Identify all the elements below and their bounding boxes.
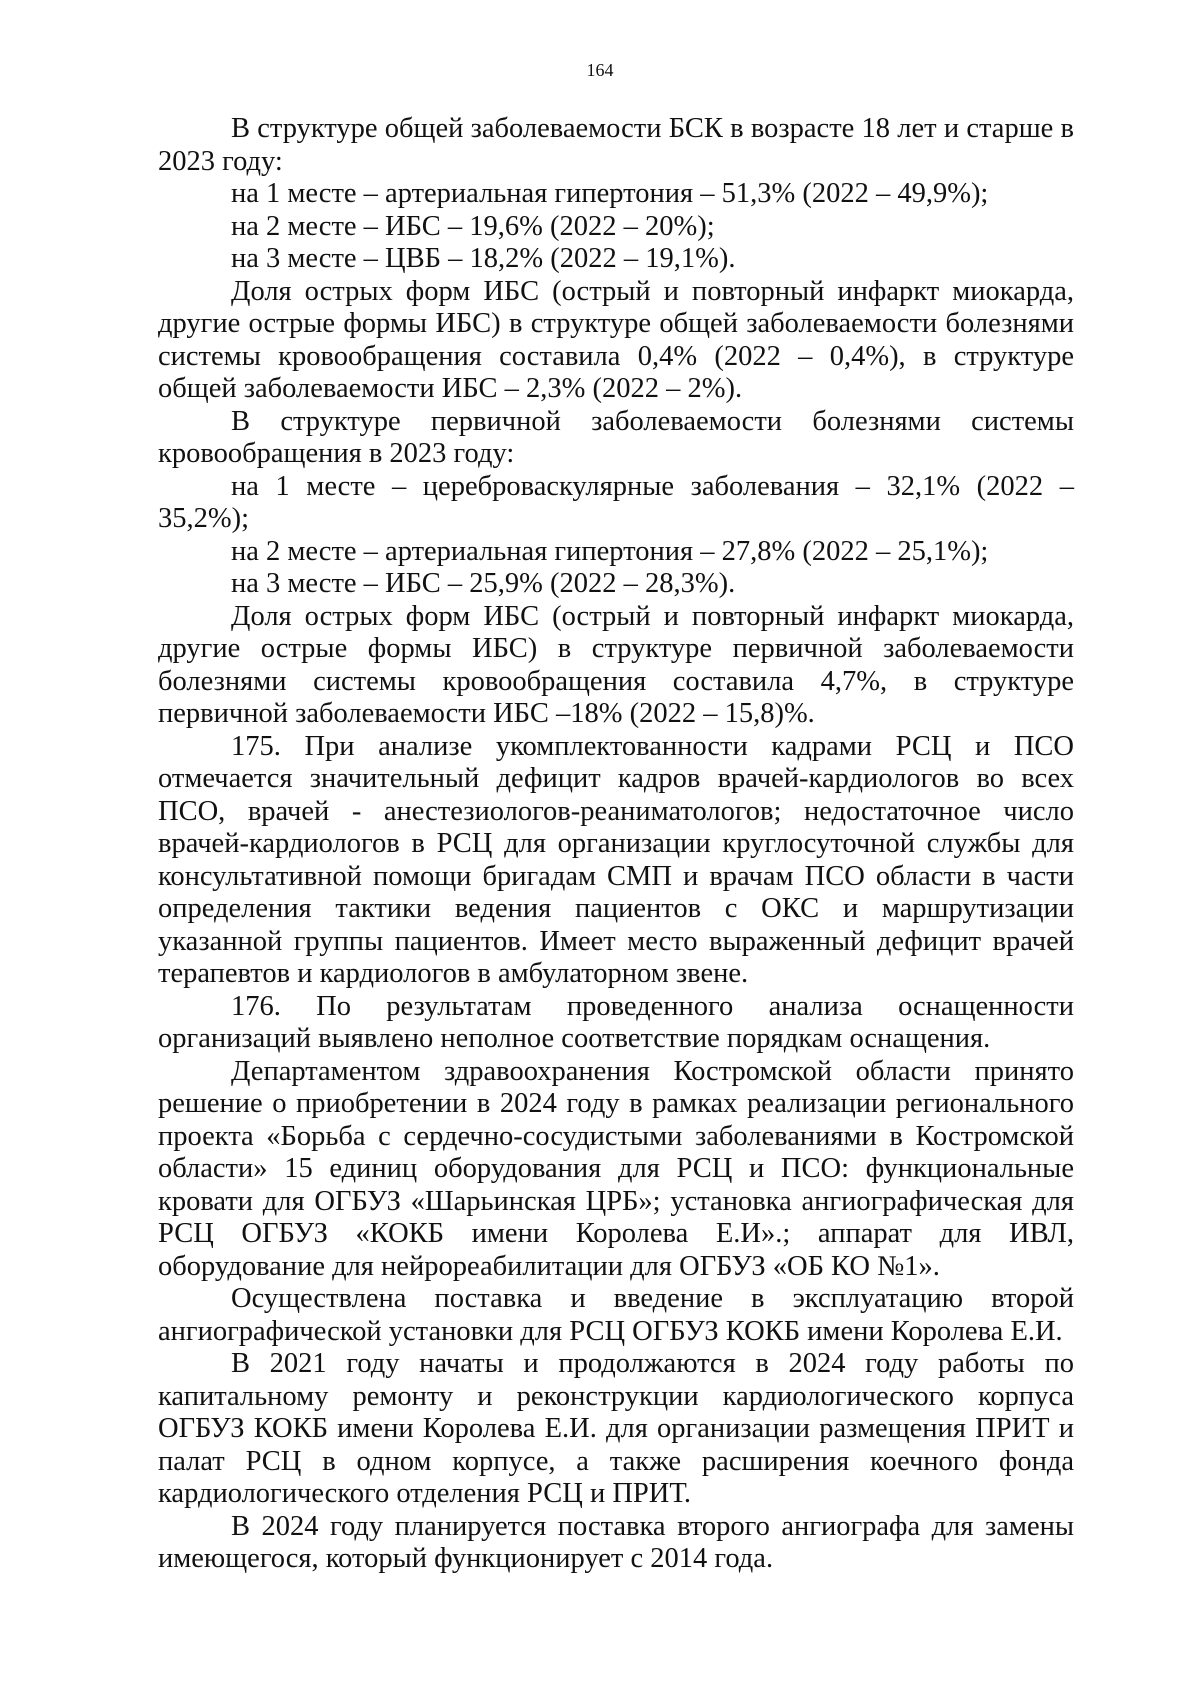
- paragraph-reconstruction: В 2021 году начаты и продолжаются в 2024 году работы по капитальному ремонту и реконструкции кардиологического корпуса ОГБУЗ КОКБ имени Королева Е.И. для организации размещения ПРИТ и палат РСЦ в одном корпусе, а также расширения коечного фонда кардиологического отделения РСЦ и ПРИТ.: [158, 1348, 1074, 1509]
- paragraph-equipment-purchase: Департаментом здравоохранения Костромской области принято решение о приобретении в 2024 году в рамках реализации регионального проекта «Борьба с сердечно-сосудистыми заболеваниями в Костромской области» 15 единиц оборудования для РСЦ и ПСО: функциональные кровати для ОГБУЗ «Шарьинская ЦРБ»; установка ангиографическая для РСЦ ОГБУЗ «КОКБ имени Королева Е.И».; аппарат для ИВЛ, оборудование для нейрореабилитации для ОГБУЗ «ОБ КО №1».: [158, 1055, 1074, 1282]
- paragraph-second-angiograph-plan: В 2024 году планируется поставка второго ангиографа для замены имеющегося, который функционирует с 2014 года.: [158, 1510, 1074, 1574]
- paragraph-acute-ihd-primary: Доля острых форм ИБС (острый и повторный инфаркт миокарда, другие острые формы ИБС) в структуре первичной заболеваемости болезнями системы кровообращения составила 4,7%, в структуре первичной заболеваемости ИБС –18% (2022 – 15,8)%.: [158, 600, 1074, 729]
- list-item-general-rank-2: на 2 месте – ИБС – 19,6% (2022 – 20%);: [231, 210, 715, 242]
- paragraph-176-equipment: 176. По результатам проведенного анализа оснащенности организаций выявлено неполное соответствие порядкам оснащения.: [158, 990, 1074, 1054]
- document-body: [158, 113, 1074, 1576]
- list-item-primary-rank-3: на 3 месте – ИБС – 25,9% (2022 – 28,3%).: [231, 568, 736, 599]
- paragraph-primary-morbidity-intro: В структуре первичной заболеваемости болезнями системы кровообращения в 2023 году:: [158, 405, 1074, 469]
- page-number: 164: [586, 60, 614, 80]
- list-item-primary-rank-2: на 2 месте – артериальная гипертония – 27,8% (2022 – 25,1%);: [231, 535, 989, 567]
- paragraph-general-morbidity-intro: В структуре общей заболеваемости БСК в возрасте 18 лет и старше в 2023 году:: [158, 113, 1074, 177]
- list-item-general-rank-3: на 3 месте – ЦВБ – 18,2% (2022 – 19,1%).: [231, 243, 736, 274]
- list-item-primary-rank-1: на 1 месте – цереброваскулярные заболевания – 32,1% (2022 – 35,2%);: [158, 470, 1074, 534]
- list-item-general-rank-1: на 1 месте – артериальная гипертония – 51,3% (2022 – 49,9%);: [231, 178, 989, 209]
- paragraph-acute-ihd-general: Доля острых форм ИБС (острый и повторный инфаркт миокарда, другие острые формы ИБС) в структуре общей заболеваемости болезнями системы кровообращения составила 0,4% (2022 – 0,4%), в структуре общей заболеваемости ИБС – 2,3% (2022 – 2%).: [158, 275, 1074, 404]
- paragraph-175-staffing: 175. При анализе укомплектованности кадрами РСЦ и ПСО отмечается значительный дефицит кадров врачей-кардиологов во всех ПСО, врачей - анестезиологов-реаниматологов; недостаточное число врачей-кардиологов в РСЦ для организации круглосуточной службы для консультативной помощи бригадам СМП и врачам ПСО области в части определения тактики ведения пациентов с ОКС и маршрутизации указанной группы пациентов. Имеет место выраженный дефицит врачей терапевтов и кардиологов в амбулаторном звене.: [158, 730, 1074, 989]
- paragraph-angiography-delivery: Осуществлена поставка и введение в эксплуатацию второй ангиографической установки для РСЦ ОГБУЗ КОКБ имени Королева Е.И.: [158, 1283, 1074, 1347]
